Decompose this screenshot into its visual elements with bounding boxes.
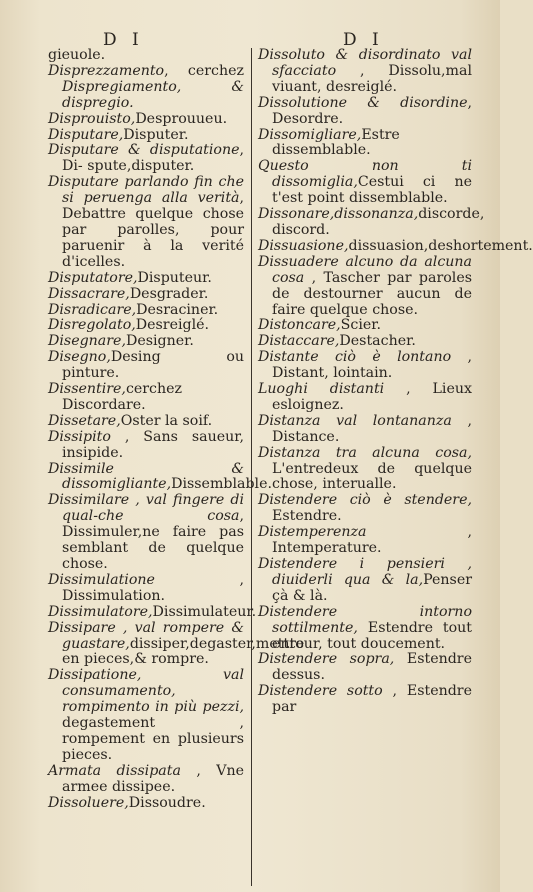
dictionary-entry: Dissonare,dissonanza,discorde, discord.: [258, 206, 485, 238]
dictionary-entry: Dissacrare,Desgrader.: [48, 285, 209, 302]
dictionary-entry: Dissetare,Oster la soif.: [48, 412, 213, 429]
dictionary-entry: Distendere sopra, Estendre dessus.: [258, 651, 472, 684]
dictionary-entry: Questo non ti dissomiglia,Cestui ci ne t'est point dissemblable.: [258, 158, 472, 207]
dictionary-entry: Disegnare,Designer.: [48, 333, 194, 350]
dictionary-entry: Disputatore,Disputeur.: [48, 269, 212, 286]
dictionary-entry: Dissimulatione , Dissimulation.: [48, 571, 244, 604]
dictionary-entry: Distanza val lontananza , Distance.: [258, 412, 472, 445]
column-divider: [251, 48, 252, 886]
dictionary-entry: Disregolato,Desreiglé.: [48, 317, 210, 334]
dictionary-entry: Disradicare,Desraciner.: [48, 301, 219, 318]
dictionary-entry: Dissimulatore,Dissimulateur.: [48, 603, 257, 620]
dictionary-entry: Distendere intorno sottilmente, Estendre tout entour, tout doucement.: [258, 603, 472, 652]
dictionary-entry: Distaccare,Destacher.: [258, 333, 416, 350]
dictionary-entry: Distemperenza , Intemperature.: [258, 524, 472, 557]
dictionary-entry: Disprouisto,Desprouueu.: [48, 110, 228, 127]
dictionary-entry: Distante ciò è lontano , Distant, lointain.: [258, 349, 472, 382]
dictionary-entry: Dissomigliare,Estre dissemblable.: [258, 126, 400, 159]
dictionary-entry: Distendere i pensieri , diuiderli qua & la,Penser çà & là.: [258, 556, 472, 604]
dictionary-entry: Distendere ciò è stendere, Estendre.: [258, 492, 472, 525]
dictionary-entry: Disegno,Desing ou pinture.: [48, 349, 244, 382]
dictionary-entry: Dissentire,cerchez Discordare.: [48, 381, 183, 413]
header-right: D I: [343, 30, 384, 50]
dictionary-entry: Dissipare , val rompere & guastare,dissiper,degaster,mettre en pieces,& rompre.: [48, 619, 305, 668]
dictionary-entry: Disputare parlando fin che si peruenga alla verità, Debattre quelque chose par parolles, pour paruenir à la verité d'icelles.: [48, 174, 244, 270]
right-column: [258, 47, 533, 716]
dictionary-entry: Luoghi distanti , Lieux esloignez.: [258, 381, 472, 413]
dictionary-entry: Armata dissipata , Vne armee dissipee.: [48, 762, 245, 795]
dictionary-entry: gieuole.: [48, 47, 106, 63]
dictionary-entry: Dissoluto & disordinato val sfacciato , Dissolu,mal viuant, desreiglé.: [258, 47, 472, 95]
dictionary-entry: Dissipatione, val consumamento, rompimento in più pezzi, degastement , rompement en plusieurs pieces.: [48, 667, 244, 763]
dictionary-entry: Disputare & disputatione, Di- spute,disputer.: [48, 142, 244, 175]
header-left: D I: [103, 30, 144, 50]
dictionary-entry: Disprezzamento, cerchez Dispregiamento, & dispregio.: [48, 62, 244, 111]
dictionary-entry: Dissipito , Sans saueur, insipide.: [48, 428, 244, 461]
dictionary-entry: Dissuadere alcuno da alcuna cosa , Tascher par paroles de destourner aucun de faire quelque chose.: [258, 253, 472, 318]
dictionary-entry: Dissoluere,Dissoudre.: [48, 794, 206, 811]
left-column: [48, 47, 305, 812]
dictionary-entry: Disputare,Disputer.: [48, 126, 189, 143]
dictionary-entry: Dissimilare , val fingere di qual-che cosa, Dissimuler,ne faire pas semblant de quelque chose.: [48, 492, 244, 572]
dictionary-entry: Dissimile & dissomigliante,Dissemblable.: [48, 460, 273, 493]
dictionary-entry: Dissuasione,dissuasion,deshortement.: [258, 237, 533, 254]
dictionary-entry: Distanza tra alcuna cosa, L'entredeux de quelque chose, interualle.: [258, 444, 472, 493]
dictionary-entry: Distendere sotto , Estendre par: [258, 683, 472, 716]
dictionary-entry: Distoncare,Scier.: [258, 317, 382, 334]
dictionary-entry: Dissolutione & disordine, Desordre.: [258, 94, 472, 127]
